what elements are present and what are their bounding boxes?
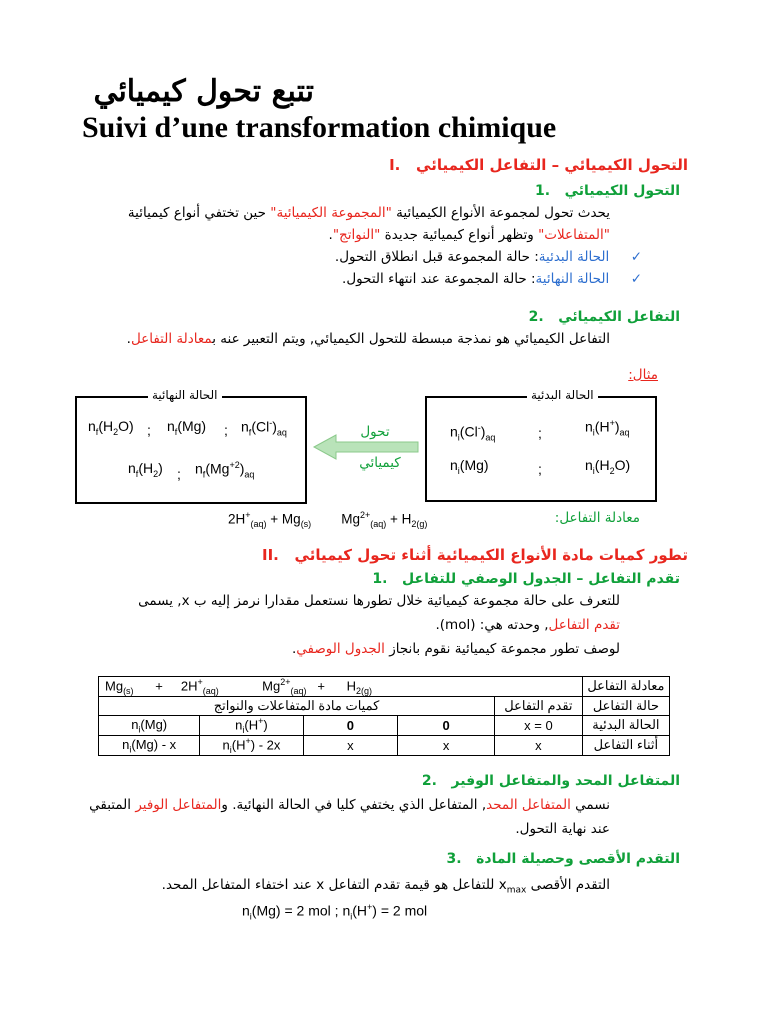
xmax-symbol: $x_{max}$ bbox=[498, 877, 527, 896]
term-chemical-system: "المجموعة الكيميائية" bbox=[270, 205, 392, 221]
text-segment: التقدم الأقصى bbox=[526, 877, 610, 893]
transform-text-line2 bbox=[90, 227, 610, 243]
text-segment: : حالة المجموعة قبل انطلاق التحول. bbox=[334, 249, 539, 265]
table-header-state: حالة التفاعل bbox=[582, 696, 669, 715]
x-symbol: x bbox=[316, 877, 325, 893]
subsection-2-1-number: 1. bbox=[372, 571, 388, 587]
subsection-2-1-title: تقدم التفاعل – الجدول الوصفي للتفاعل bbox=[402, 571, 680, 587]
bullet-final-state bbox=[122, 271, 642, 287]
term-excess-reactant: المتفاعل الوفير bbox=[135, 797, 222, 813]
cell-initial-state: الحالة البدئية bbox=[582, 715, 669, 735]
term-reactants: "المتفاعلات" bbox=[538, 227, 610, 243]
cell-nh-minus-2x: $n_i(H^+) - 2x$ bbox=[200, 735, 303, 755]
subsection-1-2-heading bbox=[380, 309, 680, 325]
initial-quantities-result: $n_i(Mg) = 2$ mol ; $n_i(H^+) = 2$ mol bbox=[242, 902, 428, 922]
bullet-initial-state bbox=[122, 249, 642, 265]
subsection-1-2-number: 2. bbox=[528, 309, 544, 325]
term-reaction-equation: معادلة التفاعل bbox=[130, 331, 213, 347]
table-row bbox=[99, 715, 670, 735]
nf-mg: $n_f(Mg)$ bbox=[167, 418, 207, 437]
cell-x: x bbox=[495, 735, 583, 755]
subsection-1-2-title: التفاعل الكيميائي bbox=[558, 309, 680, 325]
cell-zero: 0 bbox=[398, 715, 495, 735]
separator: ; bbox=[147, 422, 151, 438]
cell-during-reaction: أثناء التفاعل bbox=[582, 735, 669, 755]
initial-state-box bbox=[425, 396, 657, 502]
subsection-2-1-heading bbox=[280, 571, 680, 587]
section-1-heading bbox=[288, 156, 688, 174]
nf-mg2: $n_f(Mg^{+2})_{aq}$ bbox=[195, 460, 255, 480]
text-segment: : حالة المجموعة عند انتهاء التحول. bbox=[342, 271, 536, 287]
text-segment: يحدث تحول لمجموعة الأنواع الكيميائية bbox=[391, 205, 610, 221]
example-label: مثال: bbox=[628, 367, 658, 383]
subsection-1-1-number: 1. bbox=[534, 183, 551, 199]
text-segment: . bbox=[126, 331, 131, 347]
table-equation-cell: $Mg_{(s)}$ + $2H^+_{(aq)}$ $Mg^{2+}_{(aq)}$ + $H_{2(g)}$ bbox=[99, 677, 583, 697]
text-segment: المتبقي bbox=[89, 797, 136, 813]
title-french: Suivi d’une transformation chimique bbox=[82, 111, 557, 144]
term-initial-state: الحالة البدئية bbox=[538, 249, 610, 265]
text-segment: وتظهر أنواع كيميائية جديدة bbox=[380, 227, 539, 243]
ni-mg: $n_i(Mg)$ bbox=[450, 457, 489, 476]
table-row bbox=[99, 696, 670, 715]
cell-zero: 0 bbox=[303, 715, 398, 735]
text-segment: لوصف تطور مجموعة كيميائية نقوم بانجاز bbox=[384, 641, 620, 657]
text-segment: - 2x bbox=[255, 737, 281, 753]
term-final-state: الحالة النهائية bbox=[535, 271, 610, 287]
limiting-text-line1 bbox=[50, 797, 610, 813]
arrow-text-transformation: تحول bbox=[360, 424, 390, 440]
subsection-2-2-heading bbox=[280, 773, 680, 789]
ni-cl: $n_i(Cl^-)_{aq}$ bbox=[450, 423, 496, 443]
equation-label: معادلة التفاعل: bbox=[554, 510, 640, 526]
term-limiting-reactant: المتفاعل المحد bbox=[486, 797, 571, 813]
text-segment: . bbox=[328, 227, 333, 243]
text-segment: , المتفاعل الذي يختفي كليا في الحالة النهائية. و bbox=[221, 797, 487, 813]
advance-text-line3 bbox=[60, 641, 620, 657]
plus-sign: + bbox=[155, 678, 163, 694]
term-descriptive-table: الجدول الوصفي bbox=[296, 641, 385, 657]
max-advance-text bbox=[50, 877, 610, 896]
text-segment: - x bbox=[158, 736, 177, 752]
section-2-title: تطور كميات مادة الأنواع الكيميائية أثناء تحول كيميائي bbox=[294, 546, 688, 564]
check-icon: ✓ bbox=[630, 271, 642, 287]
final-state-label: الحالة النهائية bbox=[148, 388, 222, 402]
subsection-1-1-heading bbox=[380, 183, 680, 199]
arrow-text-chemical: كيميائي bbox=[359, 455, 401, 471]
separator: ; bbox=[177, 466, 181, 482]
text-segment: = 2 mol ; bbox=[280, 902, 343, 919]
separator: ; bbox=[224, 422, 228, 438]
cell-x: x bbox=[303, 735, 398, 755]
final-state-box bbox=[75, 396, 307, 504]
subsection-2-3-number: 3. bbox=[446, 851, 462, 867]
cell-x0: x = 0 bbox=[495, 715, 583, 735]
unit-mol: (mol) bbox=[439, 617, 476, 633]
ni-h2o: $n_i(H_2O)$ bbox=[585, 457, 631, 476]
table-header-equation: معادلة التفاعل bbox=[582, 677, 669, 697]
cell-x: x bbox=[398, 735, 495, 755]
nf-h2: $n_f(H_2)$ bbox=[128, 460, 163, 479]
table-row bbox=[99, 735, 670, 755]
text-segment: حين تختفي أنواع كيميائية bbox=[127, 205, 271, 221]
title-arabic: تتبع تحول كيميائي bbox=[93, 74, 314, 109]
separator: ; bbox=[538, 461, 542, 477]
text-segment: التفاعل الكيميائي هو نمذجة مبسطة للتحول الكيميائي, ويتم التعبير عنه ب bbox=[212, 331, 610, 347]
ni-h: $n_i(H^+)_{aq}$ bbox=[585, 418, 630, 438]
subsection-2-3-title: التقدم الأقصى وحصيلة المادة bbox=[476, 851, 680, 867]
check-icon: ✓ bbox=[630, 249, 642, 265]
text-segment: نسمي bbox=[570, 797, 610, 813]
table-row bbox=[99, 677, 670, 697]
text-segment: , وحدته هي: bbox=[475, 617, 549, 633]
nf-h2o: $n_f(H_2O)$ bbox=[88, 418, 134, 437]
initial-state-label: الحالة البدئية bbox=[527, 388, 598, 402]
text-segment: . bbox=[435, 617, 440, 633]
separator: ; bbox=[538, 425, 542, 441]
section-1-number: I. bbox=[389, 156, 401, 174]
subsection-1-1-title: التحول الكيميائي bbox=[564, 183, 680, 199]
cell-ni-h: $n_i(H^+)$ bbox=[200, 715, 303, 735]
transform-text-line1 bbox=[90, 205, 610, 221]
term-reaction-advance: تقدم التفاعل bbox=[548, 617, 620, 633]
limiting-text-line2: عند نهاية التحول. bbox=[515, 821, 610, 837]
plus-sign: + bbox=[317, 678, 325, 694]
advance-text-line2 bbox=[60, 617, 620, 633]
reaction-text bbox=[70, 331, 610, 347]
cell-nmg-minus-x: $n_i(Mg)$ - x bbox=[99, 735, 200, 755]
subsection-2-3-heading bbox=[280, 851, 680, 867]
section-1-title: التحول الكيميائي – التفاعل الكيميائي bbox=[416, 156, 688, 174]
descriptive-table bbox=[98, 676, 670, 756]
term-products: "النواتج" bbox=[332, 227, 381, 243]
subsection-2-2-title: المتفاعل المحد والمتفاعل الوفير bbox=[451, 773, 680, 789]
table-header-advance: تقدم التفاعل bbox=[495, 696, 583, 715]
advance-text-line1: للتعرف على حالة مجموعة كيميائية خلال تطورها نستعمل مقدارا نرمز إليه ب x, يسمى bbox=[138, 593, 620, 609]
section-2-heading bbox=[218, 546, 688, 564]
reaction-equation: $2H^+_{(aq)} + Mg_{(s)}$ $Mg^{2+}_{(aq)} + H_{2(g)}$ bbox=[228, 510, 428, 530]
text-segment: . bbox=[291, 641, 297, 657]
nf-cl: $n_f(Cl^-)_{aq}$ bbox=[241, 418, 287, 438]
cell-ni-mg: $n_i(Mg)$ bbox=[99, 715, 200, 735]
text-segment: للتفاعل هو قيمة تقدم التفاعل bbox=[324, 877, 499, 893]
table-header-quantities: كميات مادة المتفاعلات والنواتج bbox=[99, 696, 495, 715]
section-2-number: II. bbox=[261, 546, 279, 564]
text-segment: عند اختفاء المتفاعل المحد. bbox=[161, 877, 317, 893]
subsection-2-2-number: 2. bbox=[421, 773, 437, 789]
